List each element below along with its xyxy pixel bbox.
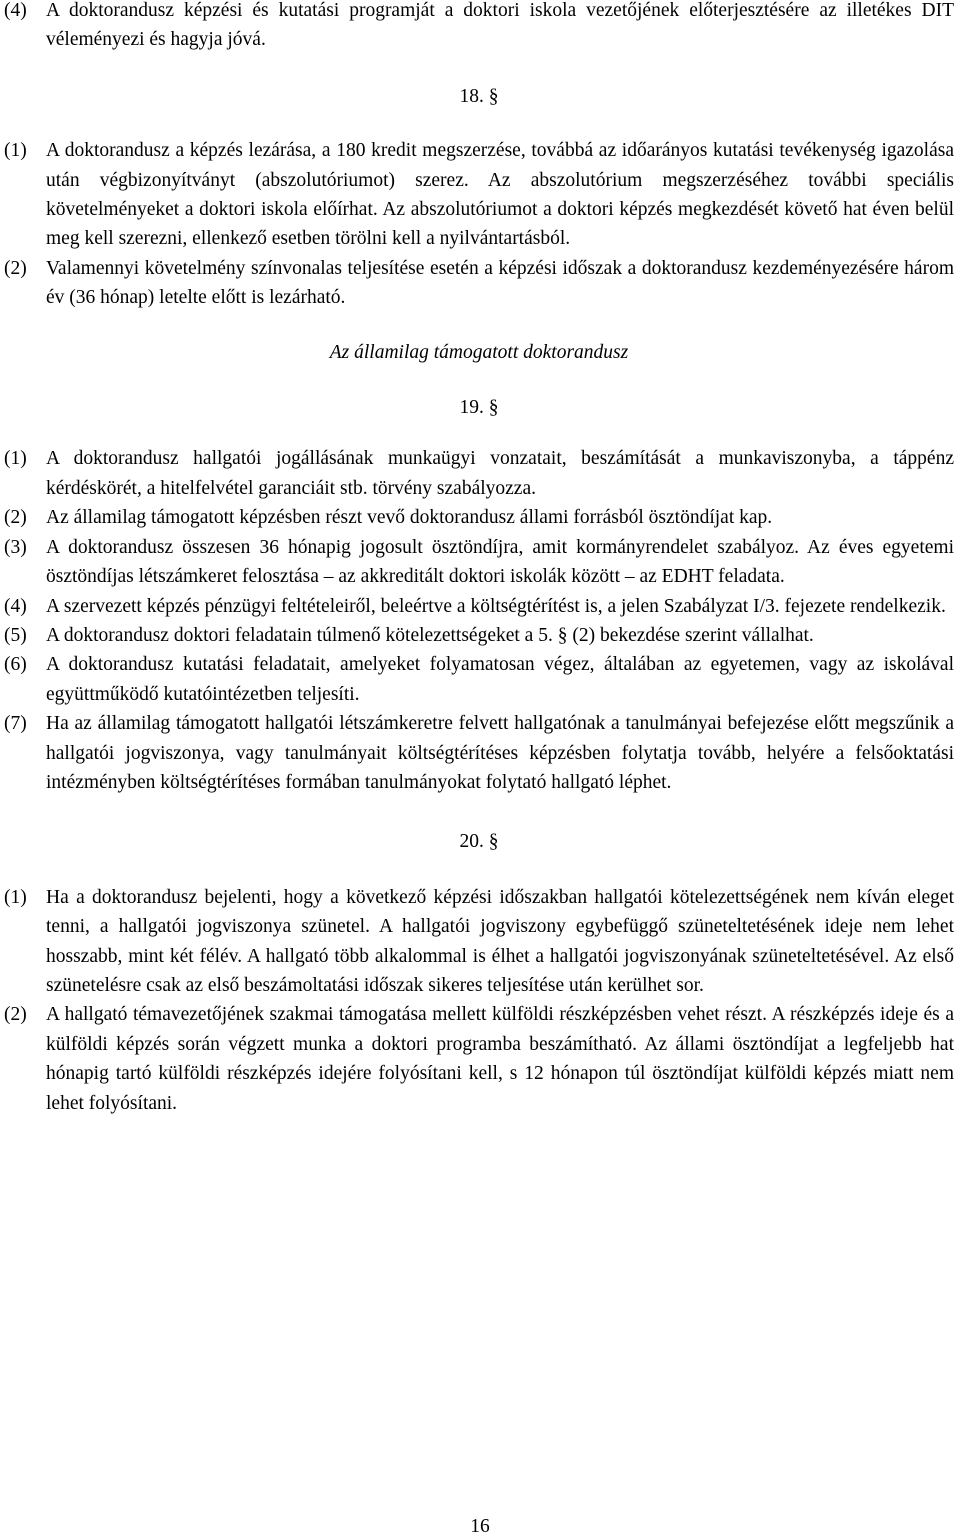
paragraph-number: (2) (4, 1004, 27, 1026)
paragraph-text: Ha a doktorandusz bejelenti, hogy a következő képzési időszakban hallgatói kötelezettségének nem kíván eleget tenni, a hallgatói jogviszonya szünetel. A hallgatói jogviszony egybefüggő szüneteltetésének ideje nem lehet hosszabb, mint két félév. A hallgató több alkalommal is élhet a hallgatói jogviszonyának szüneteltetésével. Az első szünetelésre csak az első beszámoltatási időszak sikeres teljesítése után kerülhet sor. (46, 886, 954, 996)
paragraph-text: A doktorandusz kutatási feladatait, amelyeket folyamatosan végez, általában az egyetemen, vagy az iskolával együttműködő kutatóintézetben teljesíti. (46, 654, 954, 705)
paragraph-text: A doktorandusz a képzés lezárása, a 180 kredit megszerzése, továbbá az időarányos kutatási tevékenység igazolása után végbizonyítványt (abszolutóriumot) szerez. Az abszolutórium megszerzéséhez további speciális követelményeket a doktori iskola előírhat. Az abszolutóriumot a doktori képzés megkezdését követő hat éven belül meg kell szerezni, ellenkező esetben törölni kell a nyilvántartásból. (46, 140, 954, 250)
paragraph-text: Az államilag támogatott képzésben részt vevő doktorandusz állami forrásból ösztöndíjat kap. (46, 507, 773, 529)
paragraph-text: A szervezett képzés pénzügyi feltételeiről, beleértve a költségtérítést is, a jelen Szabályzat I/3. fejezete rendelkezik. (46, 595, 946, 617)
paragraph-19-6 (4, 650, 954, 709)
paragraph-19-3 (4, 533, 954, 592)
paragraph-text: A doktorandusz összesen 36 hónapig jogosult ösztöndíjra, amit kormányrendelet szabályoz. Az éves egyetemi ösztöndíjas létszámkeret felosztása – az akkreditált doktori iskolák között – az EDHT feladata. (46, 536, 954, 588)
paragraph-18-2 (4, 254, 954, 313)
paragraph-text: Valamennyi követelmény színvonalas teljesítése esetén a képzési időszak a doktorandusz kezdeményezésére három év (36 hónap) letelte előtt is lezárható. (46, 257, 954, 309)
page-number: 16 (470, 1516, 490, 1537)
paragraph-text: Ha az államilag támogatott hallgatói létszámkeretre felvett hallgatónak a tanulmányai befejezése előtt megszűnik a hallgatói jogviszonya, vagy tanulmányait költségtérítéses képzésben folytatja tovább, helyére a felsőoktatási intézményben költségtérítéses formában tanulmányokat folytató hallgató léphet. (46, 713, 954, 793)
paragraph-text: A doktorandusz doktori feladatain túlmenő kötelezettségeket a 5. § (2) bekezdése szerint vállalhat. (46, 624, 814, 646)
paragraph-number: (4) (4, 595, 27, 617)
paragraph-20-2 (4, 1000, 954, 1118)
paragraph-number: (3) (4, 536, 27, 558)
paragraph-19-7 (4, 709, 954, 797)
paragraph-19-4 (4, 592, 954, 621)
paragraph-number: (7) (4, 713, 27, 735)
paragraph-number: (1) (4, 140, 27, 162)
paragraph-17-4 (4, 0, 954, 55)
paragraph-19-1 (4, 444, 954, 503)
section-number-19: 19. § (459, 397, 499, 419)
paragraph-19-5 (4, 621, 954, 650)
paragraph-number: (1) (4, 886, 27, 908)
paragraph-number: (1) (4, 448, 27, 470)
paragraph-text: A doktorandusz képzési és kutatási programját a doktori iskola vezetőjének előterjesztésére az illetékes DIT véleményezi és hagyja jóvá. (46, 0, 954, 51)
paragraph-text: A hallgató témavezetőjének szakmai támogatása mellett külföldi részképzésben vehet részt. A részképzés ideje és a külföldi képzés során végzett munka a doktori programba beszámítható. Az állami ösztöndíjat a legfeljebb hat hónapig tartó külföldi részképzés idejére folyósítani kell, s 12 hónapon túl ösztöndíjat külföldi képzés miatt nem lehet folyósítani. (46, 1004, 954, 1114)
paragraph-number: (2) (4, 257, 27, 279)
paragraph-number: (6) (4, 654, 27, 676)
document-body (4, 0, 954, 1118)
paragraph-text: A doktorandusz hallgatói jogállásának munkaügyi vonzatait, beszámítását a munkaviszonyba, a táppénz kérdéskörét, a hitelfelvétel garanciáit stb. törvény szabályozza. (46, 448, 954, 499)
paragraph-number: (5) (4, 624, 27, 646)
paragraph-number: (4) (4, 0, 27, 21)
paragraph-number: (2) (4, 507, 27, 529)
section-number-18: 18. § (459, 85, 499, 107)
paragraph-20-1 (4, 883, 954, 1001)
section-number-20: 20. § (459, 831, 499, 853)
subheading: Az államilag támogatott doktorandusz (329, 341, 629, 363)
paragraph-19-2 (4, 503, 954, 532)
paragraph-18-1 (4, 136, 954, 254)
